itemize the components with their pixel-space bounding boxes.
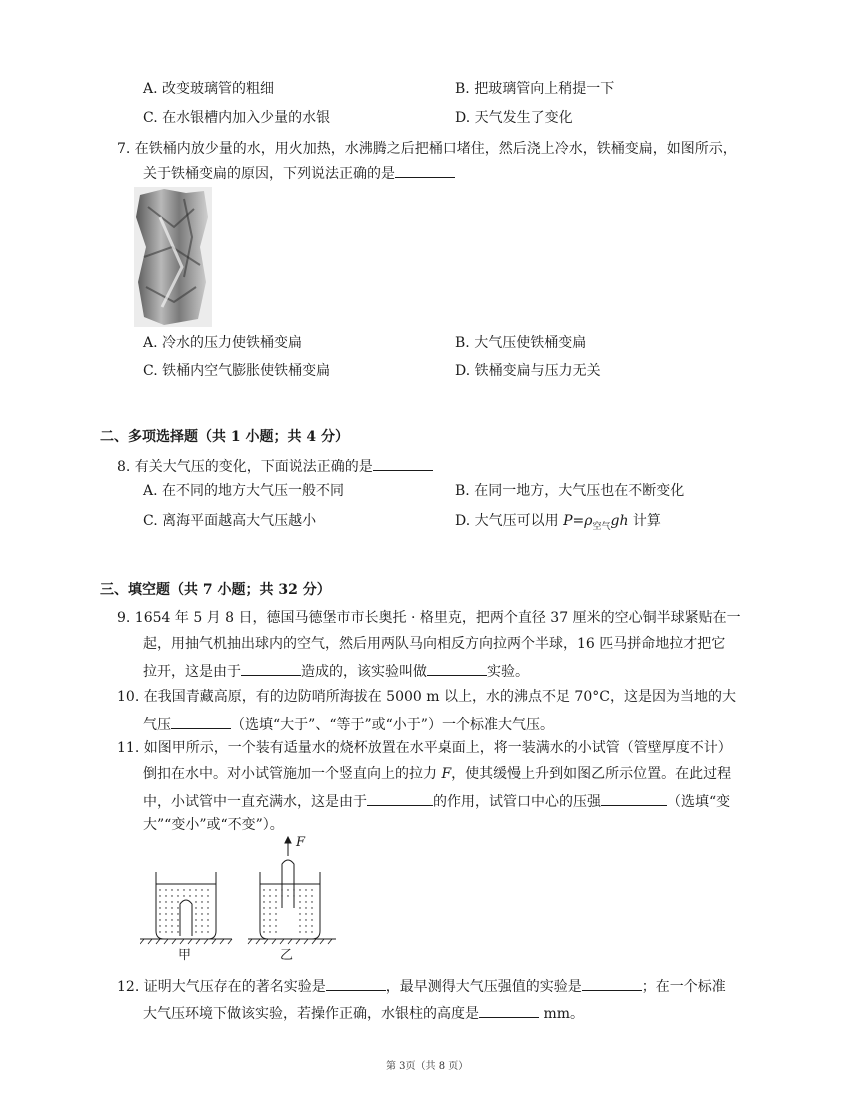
water-dot <box>281 895 282 896</box>
figure-label-yi: 乙 <box>280 948 294 963</box>
water-dot <box>275 901 276 902</box>
answer-blank[interactable] <box>367 790 433 806</box>
q6-option-c: C. 在水银槽内加入少量的水银 <box>143 110 331 126</box>
q6-option-d: D. 天气发生了变化 <box>455 110 573 126</box>
water-dot <box>269 931 270 932</box>
answer-blank[interactable] <box>171 713 231 729</box>
crushed-barrel-photo <box>134 187 212 327</box>
water-dot <box>275 907 276 908</box>
q12-line1: 12. 证明大气压存在的著名实验是 ，最早测得大气压强值的实验是 ；在一个标准 <box>117 975 726 997</box>
water-dot <box>159 901 160 902</box>
water-dot <box>207 895 208 896</box>
answer-blank[interactable] <box>241 660 301 676</box>
water-dot <box>183 889 184 890</box>
water-dot <box>195 901 196 902</box>
water-dot <box>269 901 270 902</box>
water-dot <box>293 895 294 896</box>
water-dot <box>269 919 270 920</box>
water-dot <box>201 895 202 896</box>
water-dot <box>299 931 300 932</box>
water-dot <box>305 895 306 896</box>
water-dot <box>299 907 300 908</box>
q8-option-b: B. 在同一地方，大气压也在不断变化 <box>455 483 685 499</box>
water-dot <box>159 895 160 896</box>
water-dot <box>201 913 202 914</box>
water-dot <box>263 907 264 908</box>
page-footer: 第 3页（共 8 页） <box>386 1061 469 1072</box>
water-dot <box>171 901 172 902</box>
q7-option-d: D. 铁桶变扁与压力无关 <box>455 363 601 379</box>
water-dot <box>263 919 264 920</box>
water-dot <box>183 895 184 896</box>
water-dot <box>201 925 202 926</box>
q9-line2: 起，用抽气机抽出球内的空气，然后用两队马向相反方向拉两个半球，16 匹马拼命地拉才把它 <box>143 636 726 652</box>
water-dot <box>305 925 306 926</box>
q7-option-b: B. 大气压使铁桶变扁 <box>455 335 587 351</box>
water-dot <box>269 907 270 908</box>
q6-option-a: A. 改变玻璃管的粗细 <box>143 81 275 97</box>
answer-blank[interactable] <box>601 790 667 806</box>
water-dot <box>165 889 166 890</box>
water-dot <box>159 889 160 890</box>
section-3-title: 三、填空题（共 7 小题；共 32 分） <box>100 582 331 598</box>
water-dot <box>195 931 196 932</box>
water-dot <box>269 895 270 896</box>
water-dot <box>311 919 312 920</box>
water-dot <box>177 889 178 890</box>
water-dot <box>165 907 166 908</box>
water-dot <box>171 931 172 932</box>
section-2-title: 二、多项选择题（共 1 小题；共 4 分） <box>100 429 349 445</box>
water-dot <box>269 889 270 890</box>
water-dot <box>305 901 306 902</box>
water-dot <box>263 925 264 926</box>
water-dot <box>165 919 166 920</box>
water-dot <box>305 889 306 890</box>
water-dot <box>201 907 202 908</box>
water-dot <box>311 913 312 914</box>
q12-line2: 大气压环境下做该实验，若操作正确，水银柱的高度是 mm。 <box>143 1002 584 1024</box>
figure-label-jia: 甲 <box>178 948 192 963</box>
water-dot <box>263 895 264 896</box>
water-dot <box>311 901 312 902</box>
water-dot <box>159 907 160 908</box>
water-dot <box>275 925 276 926</box>
q8-option-d: D. 大气压可以用 $P=\rho_{空气}gh$ 计算 <box>455 513 661 532</box>
water-dot <box>207 907 208 908</box>
water-dot <box>207 925 208 926</box>
answer-blank[interactable] <box>582 975 642 991</box>
water-dot <box>263 901 264 902</box>
water-dot <box>165 901 166 902</box>
water-dot <box>263 913 264 914</box>
water-dot <box>269 913 270 914</box>
water-dot <box>275 889 276 890</box>
water-dot <box>159 931 160 932</box>
water-dot <box>195 889 196 890</box>
q7-option-a: A. 冷水的压力使铁桶变扁 <box>143 335 303 351</box>
water-dot <box>171 895 172 896</box>
water-dot <box>311 931 312 932</box>
water-dot <box>305 907 306 908</box>
water-dot <box>263 889 264 890</box>
water-dot <box>159 925 160 926</box>
water-dot <box>189 895 190 896</box>
water-dot <box>287 895 288 896</box>
water-dot <box>207 931 208 932</box>
water-dot <box>263 931 264 932</box>
water-dot <box>299 889 300 890</box>
water-dot <box>171 889 172 890</box>
answer-blank[interactable] <box>373 455 433 471</box>
water-dot <box>299 913 300 914</box>
answer-blank[interactable] <box>479 1002 539 1018</box>
water-dot <box>177 919 178 920</box>
water-dot <box>311 889 312 890</box>
water-dot <box>305 913 306 914</box>
water-dot <box>195 907 196 908</box>
answer-blank[interactable] <box>395 162 455 178</box>
water-dot <box>207 901 208 902</box>
water-dot <box>207 919 208 920</box>
water-dots <box>159 889 312 932</box>
water-dot <box>177 931 178 932</box>
water-dot <box>165 931 166 932</box>
water-dot <box>275 895 276 896</box>
force-label: F <box>296 836 306 850</box>
q9-line3: 拉开，这是由于 造成的，该实验叫做 实验。 <box>143 660 529 682</box>
water-dot <box>207 913 208 914</box>
water-dot <box>189 889 190 890</box>
water-dot <box>201 901 202 902</box>
water-dot <box>275 931 276 932</box>
beaker-test-tube-figure <box>140 836 340 964</box>
water-dot <box>311 925 312 926</box>
water-dot <box>177 907 178 908</box>
water-dot <box>177 925 178 926</box>
q9-line1: 9. 1654 年 5 月 8 日，德国马德堡市市长奥托 · 格里克，把两个直径 37 厘米的空心铜半球紧贴在一 <box>117 610 741 626</box>
water-dot <box>177 913 178 914</box>
q10-line2: 气压 （选填“大于”、“等于”或“小于”）一个标准大气压。 <box>143 713 554 735</box>
q7-stem-line2: 关于铁桶变扁的原因，下列说法正确的是 <box>143 162 455 184</box>
water-dot <box>165 925 166 926</box>
water-dot <box>165 913 166 914</box>
q7-option-c: C. 铁桶内空气膨胀使铁桶变扁 <box>143 363 331 379</box>
water-dot <box>207 889 208 890</box>
water-dot <box>293 889 294 890</box>
water-dot <box>177 901 178 902</box>
water-dot <box>177 895 178 896</box>
water-dot <box>195 925 196 926</box>
q11-line1: 11. 如图甲所示，一个装有适量水的烧杯放置在水平桌面上，将一装满水的小试管（管壁厚度不计） <box>117 740 732 756</box>
q11-line2: 倒扣在水中。对小试管施加一个竖直向上的拉力 F，使其缓慢上升到如图乙所示位置。在此过程 <box>143 766 732 782</box>
water-dot <box>275 913 276 914</box>
water-dot <box>275 919 276 920</box>
water-dot <box>171 919 172 920</box>
water-dot <box>299 901 300 902</box>
water-dot <box>165 895 166 896</box>
water-dot <box>299 919 300 920</box>
water-dot <box>311 895 312 896</box>
water-dot <box>159 919 160 920</box>
q8-stem: 8. 有关大气压的变化，下面说法正确的是 <box>117 455 433 477</box>
q8-option-a: A. 在不同的地方大气压一般不同 <box>143 483 345 499</box>
water-dot <box>201 919 202 920</box>
water-dot <box>159 913 160 914</box>
water-dot <box>171 907 172 908</box>
water-dot <box>171 913 172 914</box>
water-dot <box>201 889 202 890</box>
water-dot <box>299 895 300 896</box>
water-dot <box>269 925 270 926</box>
answer-blank[interactable] <box>427 660 487 676</box>
water-dot <box>171 925 172 926</box>
q8-option-c: C. 离海平面越高大气压越小 <box>143 513 317 529</box>
water-dot <box>195 913 196 914</box>
water-dot <box>201 931 202 932</box>
water-dot <box>311 907 312 908</box>
q11-line4: 大”“变小”或“不变”）。 <box>143 817 284 833</box>
q7-stem-line1: 7. 在铁桶内放少量的水，用火加热，水沸腾之后把桶口堵住，然后浇上冷水，铁桶变扁，如图所示， <box>117 141 737 157</box>
water-dot <box>305 919 306 920</box>
water-dot <box>287 889 288 890</box>
water-dot <box>195 919 196 920</box>
q10-line1: 10. 在我国青藏高原，有的边防哨所海拔在 5000 m 以上，水的沸点不足 70°C，这是因为当地的大 <box>117 689 736 705</box>
water-dot <box>299 925 300 926</box>
water-dot <box>195 895 196 896</box>
water-dot <box>281 889 282 890</box>
q11-line3: 中，小试管中一直充满水，这是由于 的作用，试管口中心的压强 （选填“变 <box>143 790 730 812</box>
water-dot <box>305 931 306 932</box>
answer-blank[interactable] <box>326 975 386 991</box>
q6-option-b: B. 把玻璃管向上稍提一下 <box>455 81 615 97</box>
